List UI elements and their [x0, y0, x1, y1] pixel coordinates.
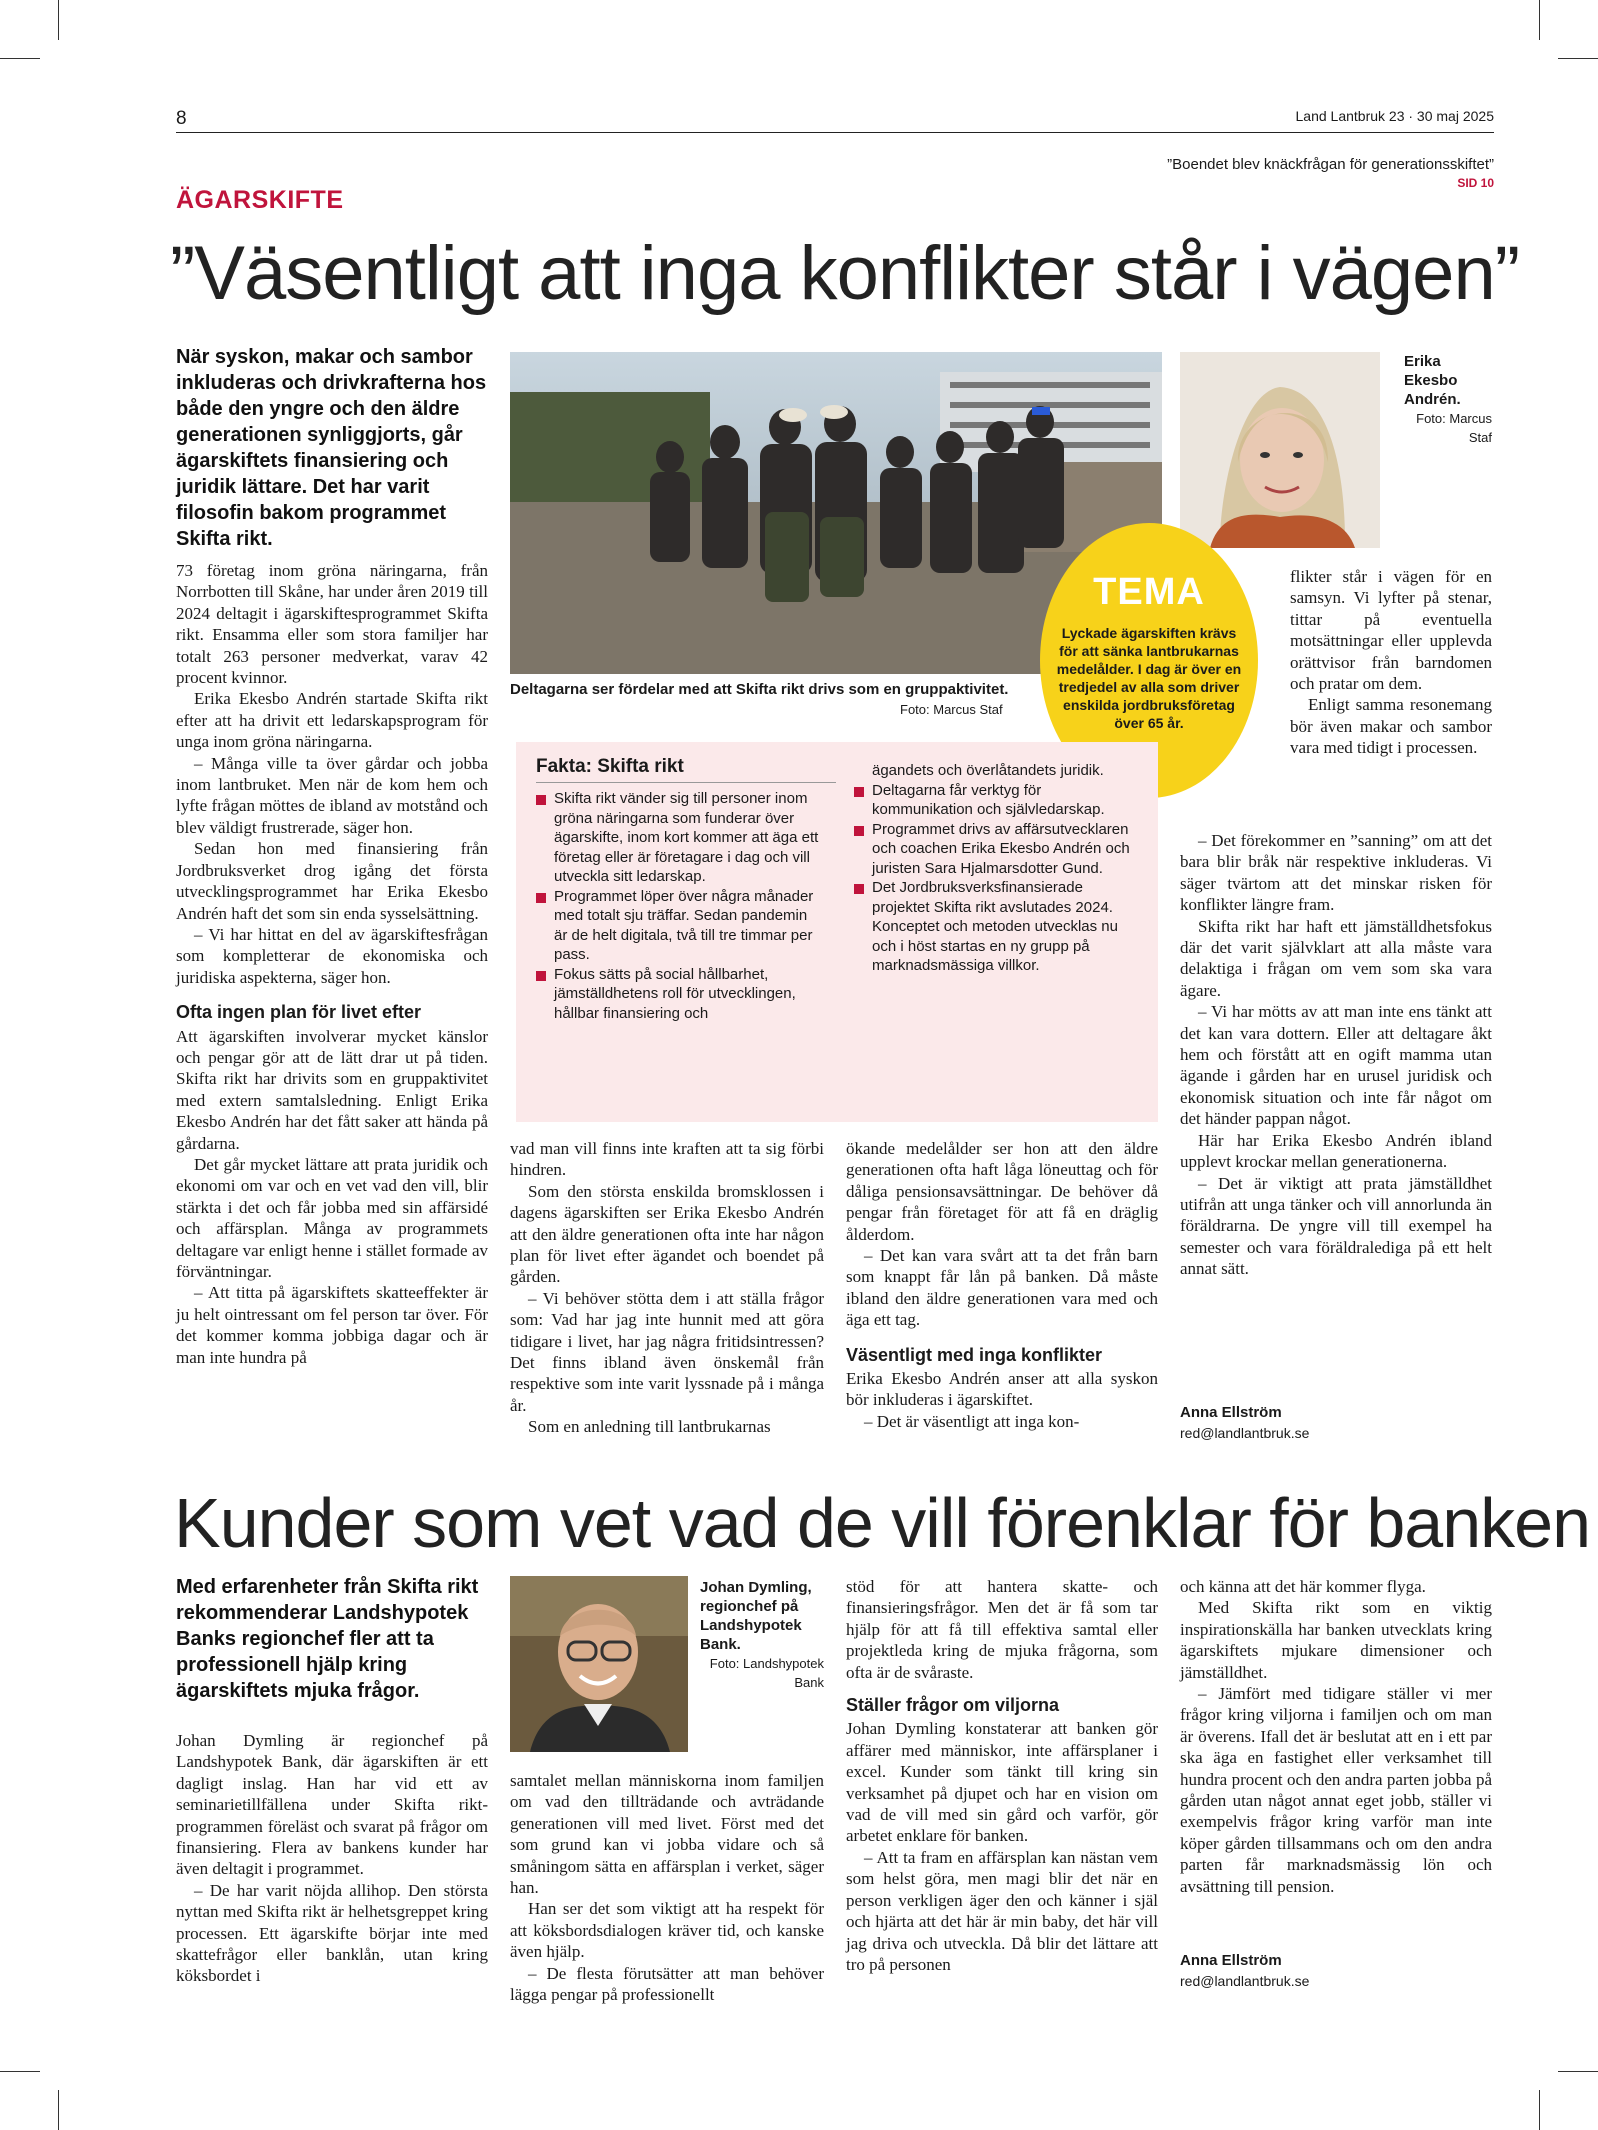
article2-column-1 [176, 1730, 488, 1987]
fact-item: Det Jordbruksverksfinansierade projektet Skifta rikt avslutades 2024. Konceptet och metoden utvecklas nu och i höst startas en ny grupp på marknadsmässiga villkor. [854, 878, 1138, 976]
portrait-name-2: Johan Dymling, regionchef på Landshypotek Bank. [700, 1579, 812, 1653]
paragraph: Han ser det som viktigt att ha respekt för att köksbordsdialogen kräver tid, och kanske även hjälp. [510, 1899, 824, 1962]
ingress-2: Med erfarenheter från Skifta rikt rekommenderar Landshypotek Banks regionchef fler att ta professionell hjälp kring ägarskiftets mjuka frågor. [176, 1576, 479, 1702]
portrait-name: Erika Ekesbo Andrén. [1404, 353, 1461, 408]
crop-mark [1558, 58, 1598, 59]
crop-mark [1539, 0, 1540, 40]
article-column-4-top [1290, 566, 1492, 759]
article2-column-4 [1180, 1576, 1492, 1897]
paragraph: – Att ta fram en affärsplan kan nästan vem som helst göra, men magi blir det när en person verkligen äger den och känner i själ och hjärta att det här är min baby, det här vill jag driva och utveckla. Då blir det lättare att tro på personen [846, 1847, 1158, 1974]
crop-mark [0, 2071, 40, 2072]
article-column-2 [510, 1138, 824, 1438]
teaser-page: SID 10 [1457, 176, 1494, 190]
portrait-photo-2 [510, 1576, 688, 1752]
paragraph: Sedan hon med finansiering från Jordbruksverket drog igång det första utvecklingsprogrammet har Erika Ekesbo Andrén haft det som sin enda sysselsättning. [176, 839, 488, 923]
subheading: Ofta ingen plan för livet efter [176, 1002, 422, 1023]
header-rule [176, 132, 1494, 133]
headline-2: Kunder som vet vad de vill förenklar för banken [174, 1484, 1590, 1562]
subheading: Ställer frågor om viljorna [846, 1695, 1060, 1716]
byline-email[interactable]: red@landlantbruk.se [1180, 1425, 1310, 1441]
fact-item: Deltagarna får verktyg för kommunikation och självledarskap. [854, 781, 1138, 820]
fact-continuation: ägandets och överlåtandets juridik. [872, 762, 1104, 779]
section-kicker: ÄGARSKIFTE [176, 186, 344, 214]
fact-item: Skifta rikt vänder sig till personer inom gröna näringarna som funderar över ägarskifte, inom kort kommer att äga ett företag eller är företagare i dag och vill utveckla sitt ledarskap. [536, 789, 820, 887]
fact-list-left [536, 789, 820, 1023]
photo-credit: Foto: Marcus Staf [900, 702, 1003, 717]
paragraph: – Vi har hittat en del av ägarskiftesfrågan som kompletterar de ekonomiska och juridiska aspekterna, säger hon. [176, 924, 488, 987]
article2-column-2 [510, 1770, 824, 2005]
portrait-caption [1404, 352, 1492, 447]
crop-mark [1558, 2071, 1598, 2072]
paragraph: – De har varit nöjda allihop. Den största nyttan med Skifta rikt är helhetsgreppet kring processen. Ett ägarskifte börjar inte med skattefrågor eller banklån, utan kring köksbordet i [176, 1880, 488, 1986]
teaser[interactable] [1167, 156, 1494, 192]
paragraph: – Vi har mötts av att man inte ens tänkt att det kan vara dottern. Eller att deltagare åkt hem och förstått att en ogift mamma utan ägande i gården har en urusel juridisk och ekonomisk situation och inte får något om det händer pappan något. [1180, 1002, 1492, 1129]
paragraph: Här har Erika Ekesbo Andrén ibland upplevt krockar mellan generationerna. [1180, 1130, 1492, 1172]
portrait-caption-2 [700, 1578, 824, 1692]
fact-list-right [854, 761, 1138, 1023]
crop-mark [58, 0, 59, 40]
portrait-credit: Foto: Marcus Staf [1416, 411, 1492, 445]
issue-label: Land Lantbruk 23 · 30 maj 2025 [1295, 108, 1494, 124]
paragraph: – Det är väsentligt att inga kon- [864, 1411, 1080, 1431]
fact-item: Fokus sätts på social hållbarhet, jämställdhetens roll för utvecklingen, hållbar finansiering och [536, 965, 820, 1024]
teaser-text: ”Boendet blev knäckfrågan för generationsskiftet” [1167, 156, 1494, 173]
paragraph: 73 företag inom gröna näringarna, från Norrbotten till Skåne, har under åren 2019 till 2024 deltagit i ägarskiftesprogrammet Skifta rikt. Ensamma eller som stora familjer har totalt 263 personer medverkat, varav 42 procent kvinnor. [176, 561, 488, 688]
fact-item: Programmet löper över några månader med totalt sju träffar. Sedan pandemin är de helt digitala, två till tre timmar per pass. [536, 887, 820, 965]
paragraph: Skifta rikt har haft ett jämställdhetsfokus där det varit självklart att alla måste vara delaktiga i frågan om vem som ska vara ägare. [1180, 916, 1492, 1000]
paragraph: Som en anledning till lantbrukarnas [528, 1417, 771, 1437]
headline: ”Väsentligt att inga konflikter står i vägen” [170, 231, 1520, 316]
paragraph: – Det är viktigt att prata jämställdhet utifrån att unga tänker och vill annorlunda än föräldrarna. De yngre vill till exempel ha semester och vara föräldralediga på ett helt annat sätt. [1180, 1173, 1492, 1279]
caption-text: Deltagarna ser fördelar med att Skifta rikt drivs som en gruppaktivitet. [510, 681, 1009, 698]
paragraph: vad man vill finns inte kraften att ta sig förbi hindren. [510, 1139, 824, 1180]
paragraph: stöd för att hantera skatte- och finansieringsfrågor. Men det är få som tar hjälp för att få till effektiva samtal eller projektleda kring de mjuka frågorna, som ofta är de svåraste. [846, 1577, 1158, 1682]
byline [1180, 1402, 1309, 1443]
article-column-1 [176, 560, 488, 1368]
fact-item: Programmet drivs av affärsutvecklaren och coachen Erika Ekesbo Andrén och juristen Sara Hjalmarsdotter Gund. [854, 820, 1138, 879]
paragraph: – Jämfört med tidigare ställer vi mer frågor kring viljorna i familjen och om man är överens. Ifall det är beslutat att en i ett par ska äga en fastighet eller verksamhet till hundra procent och den andra parten jobba på gården utan något annat eget jobb, ställer vi exempelvis frågor kring varför man inte köper gården tillsammans och om den andra parten får marknadsmässig lön och avsättning till pension. [1180, 1684, 1492, 1896]
ingress: När syskon, makar och sambor inkluderas och drivkrafterna hos både den yngre och den äldre generationen synliggjorts, går ägarskiftets finansiering och juridik lättare. Det har varit filosofin bakom programmet Skifta rikt. [176, 346, 487, 550]
paragraph: Med Skifta rikt som en viktig inspirationskälla har banken utvecklats kring ägarskiftets mjukare dimensioner och jämställdhet. [1180, 1598, 1492, 1682]
subheading: Väsentligt med inga konflikter [846, 1344, 1103, 1365]
paragraph: Som den största enskilda bromsklossen i dagens ägarskiften ser Erika Ekesbo Andrén att den äldre generationen ofta inte har någon plan för livet efter ägandet och boendet på gården. [510, 1181, 824, 1287]
crop-mark [58, 2090, 59, 2130]
crop-mark [1539, 2090, 1540, 2130]
tema-word: TEMA [1093, 571, 1205, 613]
paragraph: ökande medelålder ser hon att den äldre generationen ofta haft låga löneuttag och för dåliga pensionsavsättningar. De behöver då pengar från företaget för att få en dräglig ålderdom. [846, 1139, 1158, 1244]
paragraph: – Många ville ta över gårdar och jobba inom lantbruket. Men när de kom hem och lyfte frågan möttes de ibland av motstånd och blev väldigt frustrerade, säger hon. [176, 753, 488, 837]
fact-box [516, 742, 1158, 1122]
byline-name: Anna Ellström [1180, 1404, 1282, 1421]
photo-caption [510, 680, 1010, 699]
article-column-4 [1180, 830, 1492, 1280]
paragraph: Att ägarskiften involverar mycket känslor och pengar gör att de lätt drar ut på tiden. Skifta rikt har drivits som en gruppaktivitet med extern samtalsledning. Enligt Erika Ekesbo Andrén har det fått saker att hända på gårdarna. [176, 1026, 488, 1153]
paragraph: Det går mycket lättare att prata juridik och ekonomi om var och en vet vad den vill, blir stärkta i det och får jobba med sin affärsidé och affärsplan. Många av programmets deltagare var enligt henne i stället formade av förväntningar. [176, 1154, 488, 1281]
paragraph: samtalet mellan människorna inom familjen om vad den tillträdande och avträdande generationen vill med livet. Först med det som grund kan vi jobba vidare och så småningom sätta en affärsplan i verket, säger han. [510, 1771, 824, 1898]
paragraph: Johan Dymling är regionchef på Landshypotek Bank, där ägarskiften är ett dagligt inslag. Han har vid ett av seminarietillfällena under Skifta rikt-programmen föreläst och svarat på frågor om finansiering. Flera av bankens kunder har även deltagit i programmet. [176, 1731, 488, 1879]
paragraph: Erika Ekesbo Andrén anser att alla syskon bör inkluderas i ägarskiftet. [846, 1369, 1158, 1410]
article2-column-3 [846, 1576, 1158, 1975]
paragraph: – Vi behöver stötta dem i att ställa frågor som: Vad har jag inte hunnit med att göra tidigare i livet, har jag några fritidsintressen? Det finns ibland även önskemål från respektive som inte varit lyssnade på i många år. [510, 1288, 824, 1415]
crop-mark [0, 58, 40, 59]
paragraph: Erika Ekesbo Andrén startade Skifta rikt efter att ha drivit ett ledarskapsprogram för unga inom gröna näringarna. [176, 689, 488, 752]
paragraph: Enligt samma resonemang bör även makar och sambor vara med tidigt i processen. [1290, 695, 1492, 758]
paragraph: flikter står i vägen för en samsyn. Vi lyfter på stenar, tittar på eventuella motsättningar eller upplevda orättvisor från barndomen och pratar om dem. [1290, 567, 1492, 694]
article-column-3 [846, 1138, 1158, 1432]
paragraph: – Det kan vara svårt att ta det från barn som knappt får lån på banken. Då måste ibland den äldre generationen vara med och äga ett tag. [846, 1246, 1158, 1330]
portrait-credit-2: Foto: Landshypotek Bank [709, 1656, 824, 1690]
paragraph: – Att titta på ägarskiftets skatteeffekter är ju helt ointressant om fel person tar över. För det kommer komma jobbiga dagar och är man inte hundra på [176, 1283, 488, 1367]
fact-box-title: Fakta: Skifta rikt [536, 756, 836, 783]
page-number: 8 [176, 108, 187, 129]
paragraph: – De flesta förutsätter att man behöver lägga pengar på professionellt [510, 1963, 824, 2005]
paragraph: – Det förekommer en ”sanning” om att det bara blir bråk när respektive inkluderas. Vi säger tvärtom att det minskar risken för konflikter längre fram. [1180, 831, 1492, 915]
byline-2 [1180, 1950, 1309, 1991]
byline-name: Anna Ellström [1180, 1952, 1282, 1969]
tema-text: Lyckade ägarskiften krävs för att sänka lantbrukarnas medelålder. I dag är över en tredjedel av alla som driver enskilda jordbruksföretag över 65 år. [1056, 625, 1242, 731]
byline-email[interactable]: red@landlantbruk.se [1180, 1973, 1310, 1989]
paragraph: Johan Dymling konstaterar att banken gör affärer med människor, inte affärsplaner i excel. Kunder som tänkt till kring sin verksamhet på djupet och har en vision om vad de vill med sin gård och varför, gör arbetet enklare för banken. [846, 1719, 1158, 1846]
paragraph: och känna att det här kommer flyga. [1180, 1577, 1426, 1596]
portrait-photo [1180, 352, 1380, 548]
